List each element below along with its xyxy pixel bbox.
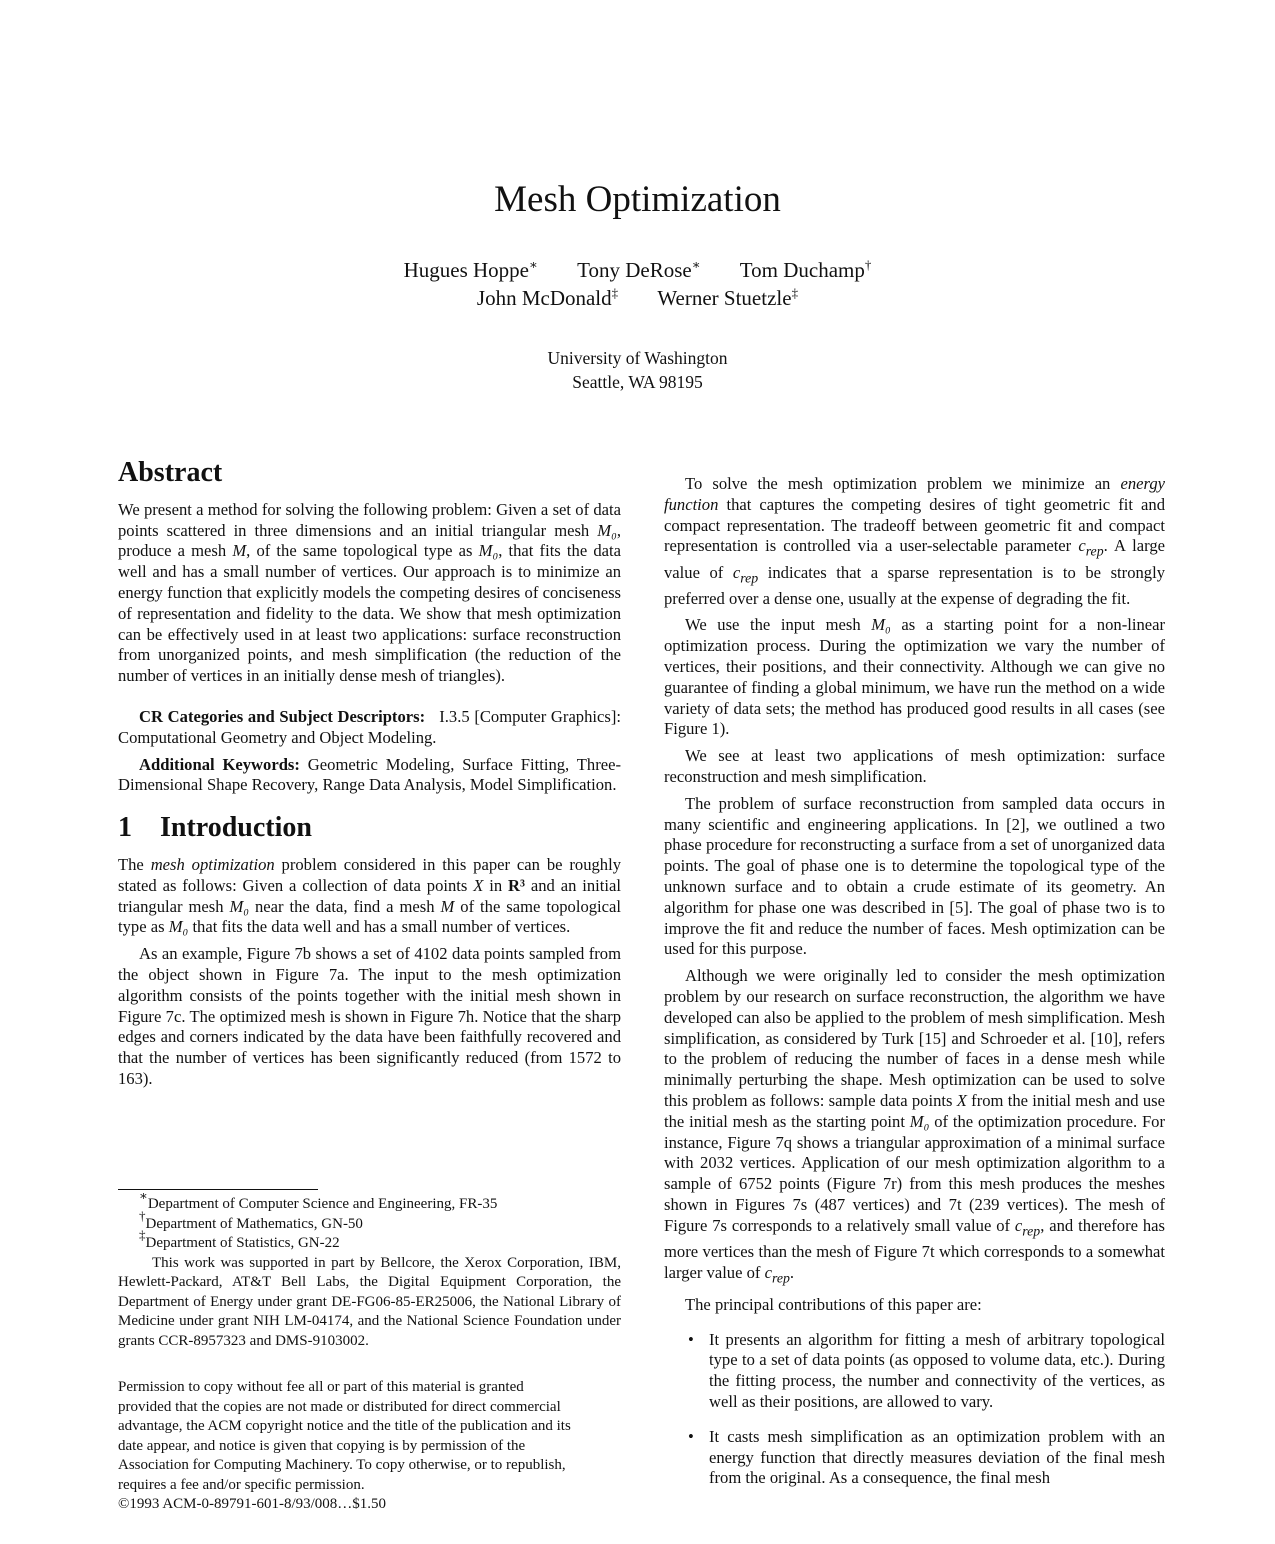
list-item: • It casts mesh simplification as an optimization problem with an energy function that directly measures deviation of the final mesh from the original. As a consequence, the final mesh bbox=[688, 1426, 1165, 1488]
section-heading-introduction: 1 Introduction bbox=[118, 812, 312, 844]
author-line-1 bbox=[0, 258, 1275, 283]
funding-note: This work was supported in part by Bellcore, the Xerox Corporation, IBM, Hewlett-Packard, AT&T Bell Labs, the Digital Equipment Corporation, the Department of Energy under grant DE-FG06-85-ER25006, the National Library of Medicine under grant NIH LM-04174, and the National Science Foundation under grants CCR-8957323 and DMS-9103002. bbox=[118, 1254, 621, 1349]
author: Hugues Hoppe∗ bbox=[403, 257, 538, 282]
footnotes bbox=[118, 1188, 621, 1351]
affiliation-institution: University of Washington bbox=[547, 348, 728, 368]
paper-title: Mesh Optimization bbox=[494, 179, 781, 220]
author: Tom Duchamp† bbox=[739, 257, 872, 282]
intro-paragraph-1: The mesh optimization problem considered in this paper can be roughly stated as follows: Given a collection of data points X in R³ and an initial triangular mesh M₀ near the data, find a mesh M of the same topological type as M₀ that fits the data well and has a small number of vertices. bbox=[118, 854, 622, 937]
additional-keywords: Additional Keywords: Geometric Modeling, Surface Fitting, Three-Dimensional Shape Recovery, Range Data Analysis, Model Simplification. bbox=[118, 754, 621, 795]
right-paragraph-4: The problem of surface reconstruction from sampled data occurs in many scientific and engineering applications. In [2], we outlined a two phase procedure for reconstructing a surface from a set of unorganized data points. The goal of phase one is to determine the topological type of the unknown surface and to obtain a crude estimate of its geometry. An algorithm for phase one was described in [5]. The goal of phase two is to improve the fit and reduce the number of faces. Mesh optimization can be used for this purpose. bbox=[664, 793, 1165, 959]
permission-text: Permission to copy without fee all or part of this material is granted provided that the copies are not made or distributed for direct commercial advantage, the ACM copyright notice and the title of the publication and its date appear, and notice is given that copying is by permission of the Association for Computing Machinery. To copy otherwise, or to republish, requires a fee and/or specific permission. bbox=[118, 1379, 571, 1493]
intro-paragraph-2: As an example, Figure 7b shows a set of 4102 data points sampled from the object shown in Figure 7a. The input to the mesh optimization algorithm consists of the points together with the initial mesh shown in Figure 7c. The optimized mesh is shown in Figure 7h. Notice that the sharp edges and corners indicated by the data have been faithfully recovered and that the number of vertices has been significantly reduced (from 1572 to 163). bbox=[118, 944, 621, 1088]
right-column bbox=[664, 474, 1165, 1489]
right-paragraph-1: To solve the mesh optimization problem we minimize an energy function that captures the competing desires of tight geometric fit and compact representation. The tradeoff between geometric fit and compact representation is controlled via a user-selectable parameter $c_{rep}$. A large value of $c_{rep}$ indicates that a sparse representation is to be strongly preferred over a dense one, usually at the expense of degrading the fit. bbox=[664, 474, 1165, 608]
abstract-text: We present a method for solving the following problem: Given a set of data points scattered in three dimensions and an initial triangular mesh M₀, produce a mesh M, of the same topological type as M₀, that fits the data well and has a small number of vertices. Our approach is to minimize an energy function that explicitly models the competing desires of conciseness of representation and fidelity to the data. We show that mesh optimization can be effectively used in at least two applications: surface reconstruction from unorganized points, and mesh simplification (the reduction of the number of vertices in an initially dense mesh of triangles). bbox=[118, 499, 621, 686]
right-paragraph-6: The principal contributions of this paper are: bbox=[685, 1294, 982, 1314]
bullet-icon: • bbox=[688, 1426, 694, 1446]
permission-notice bbox=[118, 1378, 580, 1515]
author: Tony DeRose∗ bbox=[577, 257, 701, 282]
right-paragraph-2: We use the input mesh M₀ as a starting point for a non-linear optimization process. During the optimization we vary the number of vertices, their positions, and their connectivity. Although we can give no guarantee of finding a global minimum, we have run the method on a wide variety of data sets; the method has produced good results in all cases (see Figure 1). bbox=[664, 615, 1165, 739]
author: Werner Stuetzle‡ bbox=[657, 285, 799, 310]
right-paragraph-3: We see at least two applications of mesh optimization: surface reconstruction and mesh simplification. bbox=[664, 746, 1165, 786]
footnote-rule bbox=[118, 1189, 318, 1190]
list-item: • It presents an algorithm for fitting a mesh of arbitrary topological type to a set of data points (as opposed to volume data, etc.). During the fitting process, the number and connectivity of the vertices, as well as their positions, are allowed to vary. bbox=[688, 1329, 1165, 1411]
affiliation-address: Seattle, WA 98195 bbox=[572, 372, 703, 392]
left-column bbox=[118, 457, 622, 1090]
abstract-heading: Abstract bbox=[118, 457, 223, 488]
footnote: ‡Department of Statistics, GN-22 bbox=[139, 1227, 340, 1251]
footnote: ∗Department of Computer Science and Engineering, FR-35 bbox=[139, 1188, 498, 1212]
affiliation bbox=[0, 346, 1275, 394]
contributions-list bbox=[664, 1330, 1165, 1490]
footnote: †Department of Mathematics, GN-50 bbox=[139, 1207, 363, 1232]
cr-categories: CR Categories and Subject Descriptors: I.3.5 [Computer Graphics]: Computational Geometry and Object Modeling. bbox=[118, 706, 621, 747]
copyright-line: ©1993 ACM-0-89791-601-8/93/008…$1.50 bbox=[118, 1496, 387, 1512]
author-line-2 bbox=[0, 286, 1275, 311]
bullet-icon: • bbox=[688, 1329, 694, 1349]
right-paragraph-5: Although we were originally led to consider the mesh optimization problem by our research on surface reconstruction, the algorithm we have developed can also be applied to the problem of mesh simplification. Mesh simplification, as considered by Turk [15] and Schroeder et al. [10], refers to the problem of reducing the number of faces in a dense mesh while minimally perturbing the shape. Mesh optimization can be used to solve this problem as follows: sample data points X from the initial mesh and use the initial mesh as the starting point M₀ of the optimization procedure. For instance, Figure 7q shows a triangular approximation of a minimal surface with 2032 vertices. Application of our mesh optimization algorithm to a sample of 6752 points (Figure 7r) from this mesh produces the meshes shown in Figures 7s (487 vertices) and 7t (239 vertices). The mesh of Figure 7s corresponds to a relatively small value of $c_{rep}$, and therefore has more vertices than the mesh of Figure 7t which corresponds to a somewhat larger value of $c_{rep}$. bbox=[664, 966, 1166, 1285]
author: John McDonald‡ bbox=[476, 285, 619, 310]
